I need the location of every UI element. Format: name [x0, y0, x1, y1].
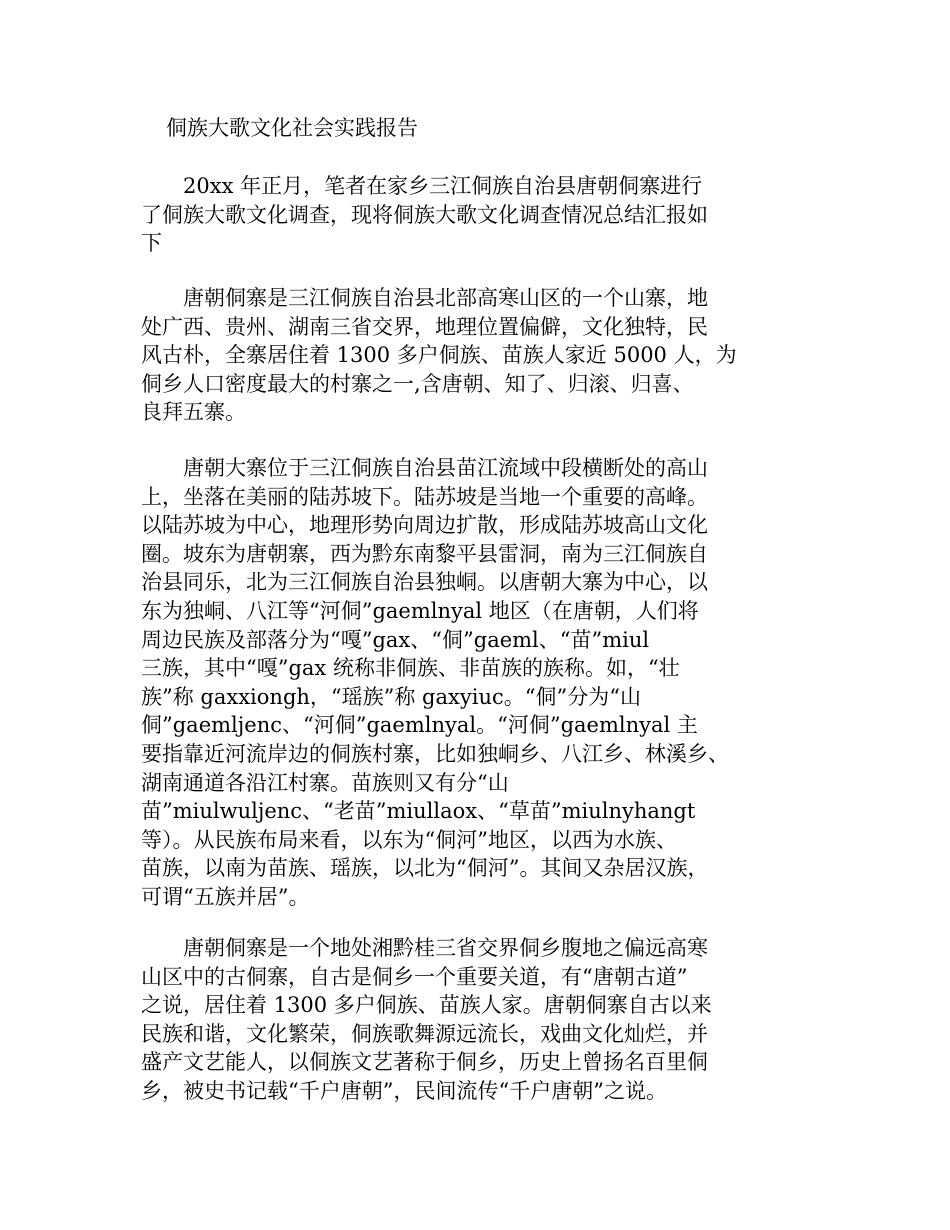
text-line: 侗乡人口密度最大的村寨之一,含唐朝、知了、归滚、归喜、: [141, 371, 694, 396]
text-line: 以陆苏坡为中心，地理形势向周边扩散，形成陆苏坡高山文化: [141, 513, 708, 538]
text-line: 之说，居住着 1300 多户侗族、苗族人家。唐朝侗寨自古以来: [141, 993, 712, 1018]
text-line: 三族，其中“嘎”gax 统称非侗族、非苗族的族称。如，“壮: [141, 656, 680, 681]
text-line: 族”称 gaxxiongh，“瑶族”称 gaxyiuc。“侗”分为“山: [141, 684, 641, 709]
text-line: 湖南通道各沿江村寨。苗族则又有分“山: [141, 770, 509, 795]
text-line: 民族和谐，文化繁荣，侗族歌舞源远流长，戏曲文化灿烂，并: [141, 1021, 708, 1046]
paragraph-geography: [141, 454, 831, 912]
text-line: 20xx 年正月，笔者在家乡三江侗族自治县唐朝侗寨进行: [141, 174, 703, 198]
text-line: 可谓“五族并居”。: [141, 884, 310, 909]
paragraph-village-overview: [141, 284, 831, 427]
text-line: 下: [141, 231, 162, 256]
text-line: 唐朝侗寨是三江侗族自治县北部高寒山区的一个山寨，地: [141, 286, 708, 310]
text-line: 山区中的古侗寨，自古是侗乡一个重要关道，有“唐朝古道”: [141, 964, 688, 989]
text-line: 唐朝大寨位于三江侗族自治县苗江流域中段横断处的高山: [141, 456, 708, 480]
text-line: 处广西、贵州、湖南三省交界，地理位置偏僻，文化独特，民: [141, 314, 708, 339]
page-title: 侗族大歌文化社会实践报告: [166, 116, 418, 140]
text-line: 等）。从民族布局来看，以东为“侗河”地区，以西为水族、: [141, 827, 677, 852]
text-line: 了侗族大歌文化调查，现将侗族大歌文化调查情况总结汇报如: [141, 202, 708, 227]
text-line: 东为独峒、八江等“河侗”gaemlnyal 地区（在唐朝，人们将: [141, 598, 699, 623]
text-line: 乡，被史书记载“千户唐朝”，民间流传“千户唐朝”之说。: [141, 1078, 667, 1103]
text-line: 要指靠近河流岸边的侗族村寨，比如独峒乡、八江乡、林溪乡、: [141, 741, 729, 766]
text-line: 盛产文艺能人，以侗族文艺著称于侗乡，历史上曾扬名百里侗: [141, 1050, 708, 1075]
text-line: 风古朴，全寨居住着 1300 多户侗族、苗族人家近 5000 人，为: [141, 343, 737, 368]
text-line: 良拜五寨。: [141, 400, 246, 425]
text-line: 苗族，以南为苗族、瑶族，以北为“侗河”。其间又杂居汉族，: [141, 856, 709, 881]
text-line: 上，坐落在美丽的陆苏坡下。陆苏坡是当地一个重要的高峰。: [141, 484, 708, 509]
text-line: 周边民族及部落分为“嘎”gax、“侗”gaeml、“苗”miul: [141, 627, 650, 652]
text-line: 苗”miulwuljenc、“老苗”miullaox、“草苗”miulnyhangt: [141, 799, 696, 824]
text-line: 侗”gaemljenc、“河侗”gaemlnyal。“河侗”gaemlnyal 主: [141, 713, 698, 738]
paragraph-intro: [141, 172, 831, 258]
paragraph-history: [141, 934, 831, 1106]
text-line: 圈。坡东为唐朝寨，西为黔东南黎平县雷洞，南为三江侗族自: [141, 541, 708, 566]
text-line: 治县同乐，北为三江侗族自治县独峒。以唐朝大寨为中心，以: [141, 570, 708, 595]
text-line: 唐朝侗寨是一个地处湘黔桂三省交界侗乡腹地之偏远高寒: [141, 936, 708, 960]
